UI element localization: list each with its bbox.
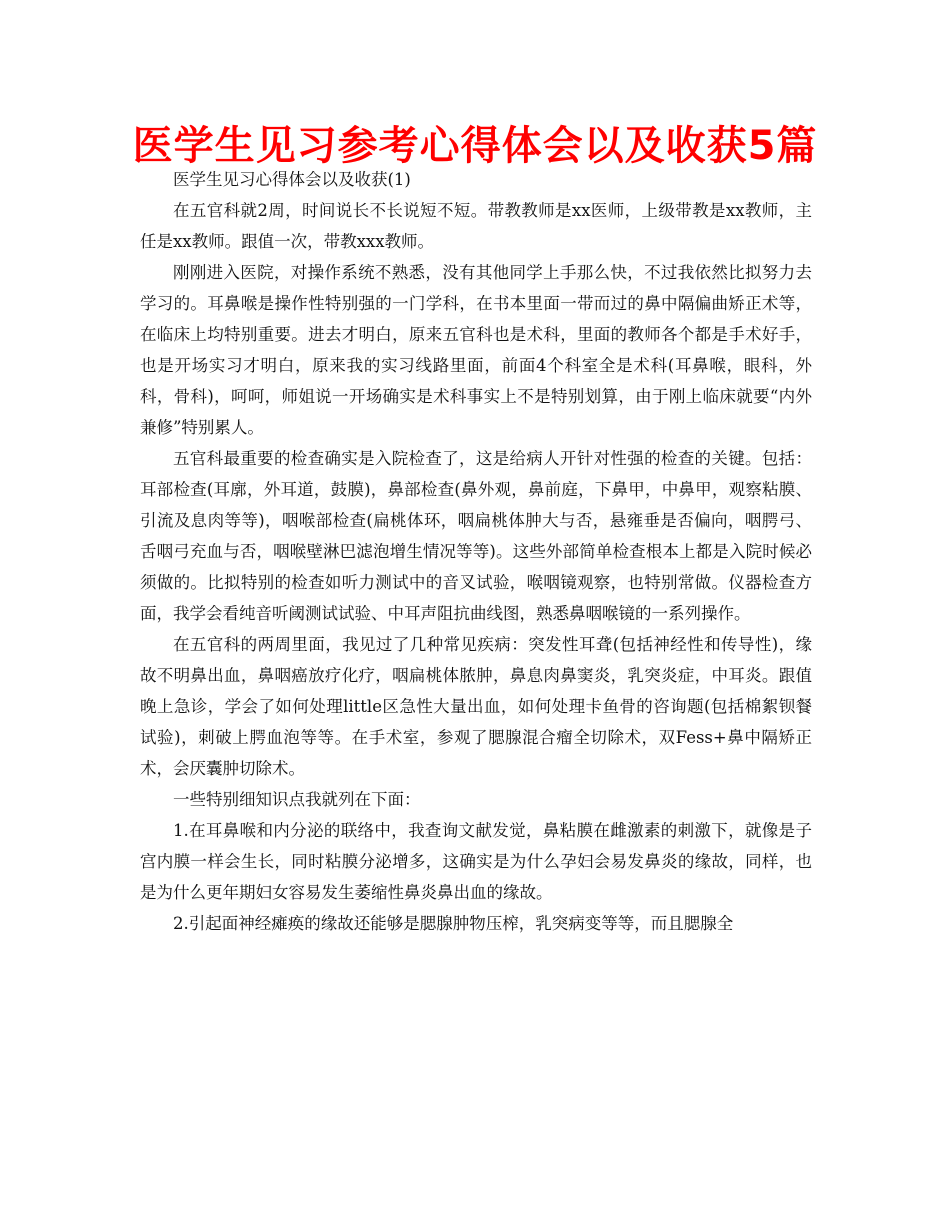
paragraph: 2.引起面神经瘫痪的缘故还能够是腮腺肿物压榨，乳突病变等等，而且腮腺全 bbox=[173, 914, 734, 933]
section-subtitle: 医学生见习心得体会以及收获(1) bbox=[173, 170, 411, 189]
document-title: 医学生见习参考心得体会以及收获5篇 bbox=[132, 123, 818, 169]
paragraph: 一些特别细知识点我就列在下面： bbox=[173, 790, 421, 809]
paragraph: 五官科最重要的检查确实是入院检查了，这是给病人开针对性强的检查的关键。包括：耳部检查(耳廓，外耳道，鼓膜)，鼻部检查(鼻外观，鼻前庭，下鼻甲，中鼻甲，观察粘膜、引流及息肉等等)，咽喉部检查(扁桃体环，咽扁桃体肿大与否，悬雍垂是否偏向，咽腭弓、舌咽弓充血与否，咽喉壁淋巴滤泡增生情况等等)。这些外部简单检查根本上都是入院时候必须做的。比拟特别的检查如听力测试中的音叉试验，喉咽镜观察，也特别常做。仪器检查方面，我学会看纯音听阈测试试验、中耳声阻抗曲线图，熟悉鼻咽喉镜的一系列操作。 bbox=[140, 449, 812, 623]
paragraph: 1.在耳鼻喉和内分泌的联络中，我查询文献发觉，鼻粘膜在雌激素的刺激下，就像是子宫内膜一样会生长，同时粘膜分泌增多，这确实是为什么孕妇会易发鼻炎的缘故，同样，也是为什么更年期妇女容易发生萎缩性鼻炎鼻出血的缘故。 bbox=[140, 821, 812, 902]
paragraph: 在五官科就2周，时间说长不长说短不短。带教教师是xx医师，上级带教是xx教师，主任是xx教师。跟值一次，带教xxx教师。 bbox=[140, 201, 812, 251]
paragraph: 在五官科的两周里面，我见过了几种常见疾病：突发性耳聋(包括神经性和传导性)，缘故不明鼻出血，鼻咽癌放疗化疗，咽扁桃体脓肿，鼻息肉鼻窦炎，乳突炎症，中耳炎。跟值晚上急诊，学会了如何处理little区急性大量出血，如何处理卡鱼骨的咨询题(包括棉絮钡餐试验)，刺破上腭血泡等等。在手术室，参观了腮腺混合瘤全切除术，双Fess+鼻中隔矫正术，会厌囊肿切除术。 bbox=[140, 635, 812, 778]
document-body bbox=[140, 164, 812, 939]
paragraph: 刚刚进入医院，对操作系统不熟悉，没有其他同学上手那么快，不过我依然比拟努力去学习的。耳鼻喉是操作性特别强的一门学科，在书本里面一带而过的鼻中隔偏曲矫正术等，在临床上均特别重要。进去才明白，原来五官科也是术科，里面的教师各个都是手术好手，也是开场实习才明白，原来我的实习线路里面，前面4个科室全是术科(耳鼻喉，眼科，外科，骨科)，呵呵，师姐说一开场确实是术科事实上不是特别划算，由于刚上临床就要“内外兼修”特别累人。 bbox=[140, 263, 812, 437]
